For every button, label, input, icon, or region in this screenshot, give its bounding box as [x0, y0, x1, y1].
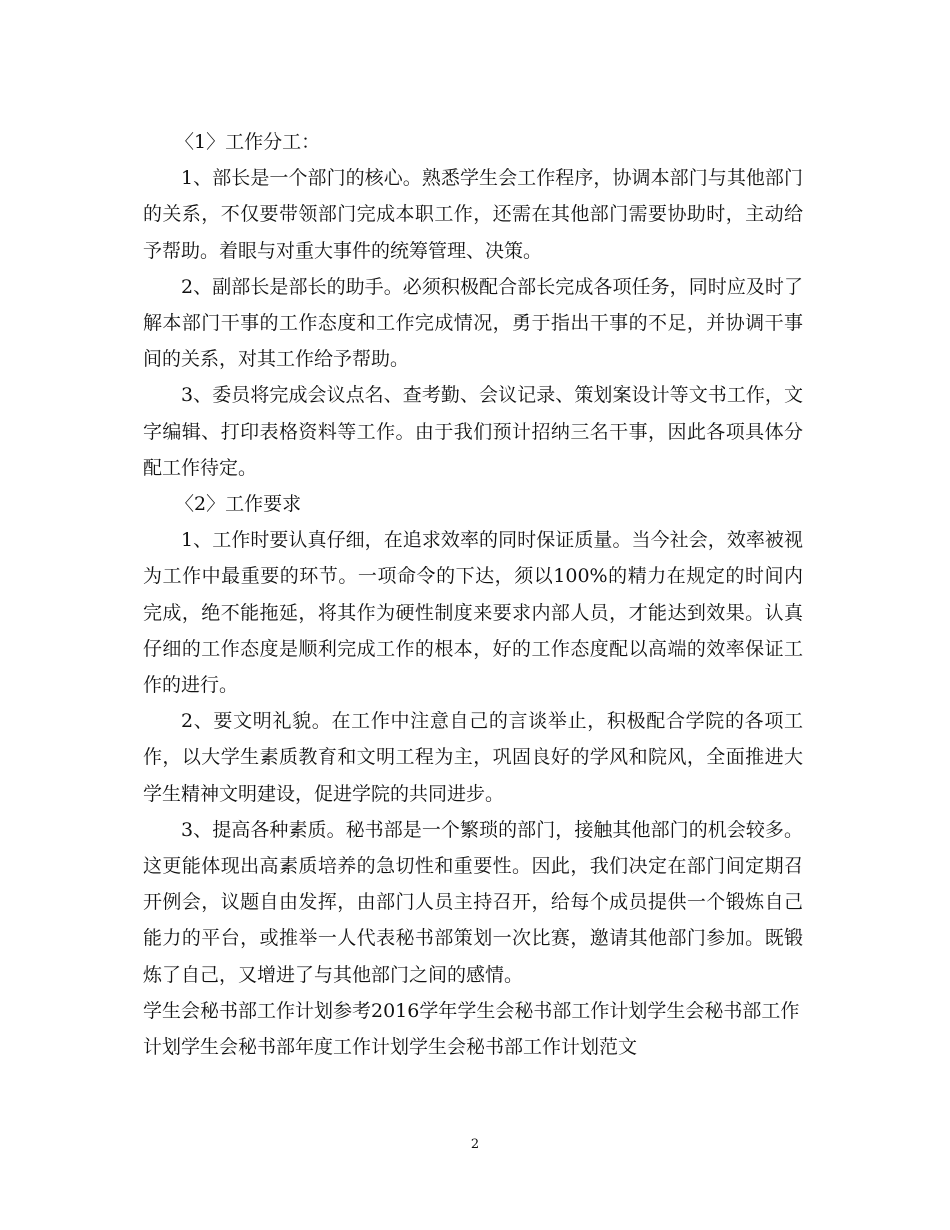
paragraph-requirement-careful: 1、工作时要认真仔细，在追求效率的同时保证质量。当今社会，效率被视为工作中最重要的环节。一项命令的下达，须以100%的精力在规定的时间内完成，绝不能拖延，将其作为硬性制度来要求内部人员，才能达到效果。认真仔细的工作态度是顺利完成工作的根本，好的工作态度配以高端的效率保证工作的进行。 — [143, 529, 803, 697]
paragraph-requirement-polite: 2、要文明礼貌。在工作中注意自己的言谈举止，积极配合学院的各项工作，以大学生素质教育和文明工程为主，巩固良好的学风和院风，全面推进大学生精神文明建设，促进学院的共同进步。 — [143, 710, 803, 805]
paragraph-division-minister: 1、部长是一个部门的核心。熟悉学生会工作程序，协调本部门与其他部门的关系，不仅要带领部门完成本职工作，还需在其他部门需要协助时，主动给予帮助。着眼与对重大事件的统筹管理、决策。 — [143, 167, 803, 262]
section-heading-work-division: 〈1〉工作分工： — [175, 131, 321, 153]
paragraph-division-vice-minister: 2、副部长是部长的助手。必须积极配合部长完成各项任务，同时应及时了解本部门干事的工作态度和工作完成情况，勇于指出干事的不足，并协调干事间的关系，对其工作给予帮助。 — [143, 275, 803, 371]
paragraph-division-committee: 3、委员将完成会议点名、查考勤、会议记录、策划案设计等文书工作，文字编辑、打印表格资料等工作。由于我们预计招纳三名干事，因此各项具体分配工作待定。 — [143, 384, 803, 479]
document-body — [143, 124, 803, 1065]
page-number: 2 — [470, 1137, 480, 1152]
paragraph-requirement-quality: 3、提高各种素质。秘书部是一个繁琐的部门，接触其他部门的机会较多。这更能体现出高素质培养的急切性和重要性。因此，我们决定在部门间定期召开例会，议题自由发挥，由部门人员主持召开，给每个成员提供一个锻炼自己能力的平台，或推举一人代表秘书部策划一次比赛，邀请其他部门参加。既锻炼了自己，又增进了与其他部门之间的感情。 — [143, 818, 803, 986]
section-heading-work-requirements: 〈2〉工作要求 — [175, 493, 302, 516]
related-titles: 学生会秘书部工作计划参考2016学年学生会秘书部工作计划学生会秘书部工作计划学生会秘书部年度工作计划学生会秘书部工作计划范文 — [143, 999, 800, 1059]
